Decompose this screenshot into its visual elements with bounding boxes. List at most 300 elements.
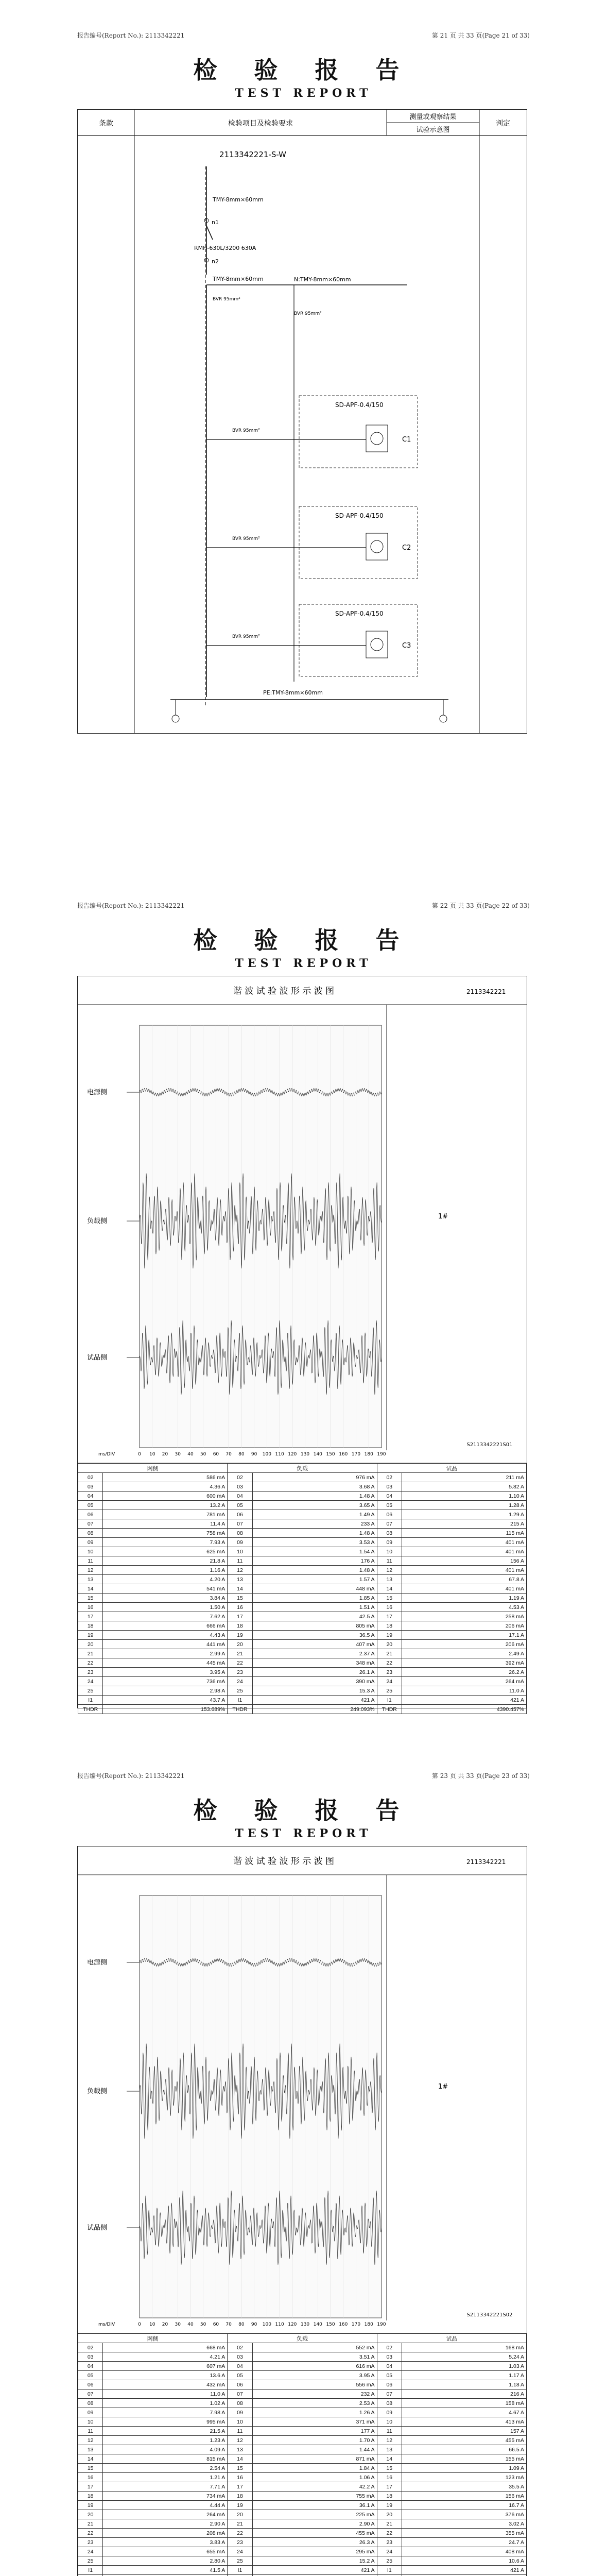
- table-cell: 2.49 A: [402, 1649, 527, 1658]
- harmonic-table: [78, 1463, 527, 1714]
- table-cell: 24: [78, 2547, 103, 2556]
- table-row: [78, 2482, 527, 2492]
- table-cell: I1: [228, 1696, 252, 1705]
- table-cell: 401 mA: [402, 1566, 527, 1575]
- table-row: [78, 2519, 527, 2529]
- table-cell: 04: [228, 2362, 252, 2371]
- table-cell: 3.95 A: [252, 2371, 377, 2380]
- x-tick-label: 60: [213, 2322, 219, 2327]
- table-cell: 04: [377, 2362, 402, 2371]
- x-tick-label: 90: [251, 1452, 257, 1457]
- table-cell: 11.4 A: [103, 1519, 228, 1529]
- table-cell: 225 mA: [252, 2510, 377, 2519]
- table-row: [78, 2380, 527, 2389]
- x-tick-label: 40: [187, 2322, 194, 2327]
- table-row: [78, 1686, 527, 1696]
- diagram-title: 2113342221-S-W: [219, 150, 287, 159]
- table-cell: 390 mA: [252, 1677, 377, 1686]
- table-cell: 232 A: [252, 2389, 377, 2399]
- plot-area: [140, 1895, 381, 2318]
- table-cell: 21: [377, 1649, 402, 1658]
- table-cell: 02: [228, 1473, 252, 1482]
- report-page-23: [0, 1740, 607, 2576]
- x-tick-label: 150: [326, 1452, 335, 1457]
- table-cell: 15.2 A: [252, 2556, 377, 2566]
- table-row: [78, 2510, 527, 2519]
- table-cell: 168 mA: [402, 2343, 527, 2352]
- sample-id: 2113342221: [466, 1858, 506, 1866]
- page-title: 检 验 报 告: [193, 926, 414, 954]
- cable-label-4: BVR 95mm²: [232, 536, 260, 541]
- table-cell: 432 mA: [103, 2380, 228, 2389]
- table-cell: 25: [377, 2556, 402, 2566]
- table-row: [78, 2454, 527, 2464]
- table-cell: 35.5 A: [402, 2482, 527, 2492]
- table-cell: 24: [228, 1677, 252, 1686]
- table-cell: 19: [78, 2501, 103, 2510]
- x-tick-label: 10: [149, 1452, 155, 1457]
- table-cell: 556 mA: [252, 2380, 377, 2389]
- table-cell: 23: [377, 2538, 402, 2547]
- marker-label: 1#: [438, 2083, 448, 2091]
- table-row: [78, 1696, 527, 1705]
- table-cell: 781 mA: [103, 1510, 228, 1519]
- channel-label: 试品侧: [87, 2224, 108, 2232]
- table-cell: 12: [78, 2436, 103, 2445]
- table-cell: 17: [377, 1612, 402, 1621]
- table-row: [78, 1621, 527, 1631]
- diagram-sheet: [77, 109, 527, 734]
- channel-label: 试品侧: [87, 1354, 108, 1362]
- table-cell: 03: [228, 1482, 252, 1492]
- table-cell: 14: [377, 1584, 402, 1594]
- table-cell: 25: [228, 1686, 252, 1696]
- page-number: 第 22 页 共 33 页(Page 22 of 33): [431, 902, 530, 909]
- x-tick-label: 160: [339, 2322, 348, 2327]
- page-subtitle: TEST REPORT: [235, 87, 372, 100]
- table-cell: 264 mA: [103, 2510, 228, 2519]
- table-cell: 16.7 A: [402, 2501, 527, 2510]
- table-cell: 158 mA: [402, 2399, 527, 2408]
- table-cell: 216 A: [402, 2389, 527, 2399]
- table-cell: 1.51 A: [252, 1603, 377, 1612]
- table-cell: 19: [377, 1631, 402, 1640]
- x-tick-label: 120: [288, 1452, 297, 1457]
- table-cell: 20: [228, 2510, 252, 2519]
- waveform-sheet: [77, 976, 527, 1713]
- node-n1: n1: [212, 219, 219, 226]
- table-cell: 421 A: [402, 2566, 527, 2575]
- table-cell: 3.51 A: [252, 2352, 377, 2362]
- table-cell: 02: [78, 1473, 103, 1482]
- table-cell: 12: [228, 1566, 252, 1575]
- table-cell: 24.7 A: [402, 2538, 527, 2547]
- table-cell: 25: [377, 1686, 402, 1696]
- table-cell: 13: [78, 2445, 103, 2454]
- table-cell: 19: [78, 1631, 103, 1640]
- table-cell: 08: [78, 1529, 103, 1538]
- table-cell: 21: [228, 1649, 252, 1658]
- table-cell: 1.44 A: [252, 2445, 377, 2454]
- table-cell: 22: [228, 1658, 252, 1668]
- table-cell: 13.6 A: [103, 2371, 228, 2380]
- compensator-unit-c2: [206, 506, 418, 579]
- table-cell: 3.95 A: [103, 1668, 228, 1677]
- table-row: [78, 2473, 527, 2482]
- table-row: [78, 1529, 527, 1538]
- table-cell: 3.02 A: [402, 2519, 527, 2529]
- table-cell: 445 mA: [103, 1658, 228, 1668]
- table-cell: 04: [78, 2362, 103, 2371]
- table-cell: 215 A: [402, 1519, 527, 1529]
- harmonic-table: [78, 2333, 527, 2576]
- x-tick-label: 0: [138, 2322, 141, 2327]
- table-cell: 206 mA: [402, 1621, 527, 1631]
- table-cell: 408 mA: [402, 2547, 527, 2556]
- table-header: 负载: [228, 1464, 377, 1473]
- table-row: [78, 1677, 527, 1686]
- table-cell: 22: [78, 1658, 103, 1668]
- table-cell: 10.6 A: [402, 2556, 527, 2566]
- table-cell: 21: [377, 2519, 402, 2529]
- table-cell: I1: [377, 1696, 402, 1705]
- table-cell: 4.44 A: [103, 2501, 228, 2510]
- page-subtitle: TEST REPORT: [235, 957, 372, 970]
- table-cell: 25: [78, 2556, 103, 2566]
- x-tick-label: 140: [313, 2322, 322, 2327]
- table-cell: 3.84 A: [103, 1594, 228, 1603]
- table-cell: 26.2 A: [402, 1668, 527, 1677]
- table-cell: 655 mA: [103, 2547, 228, 2556]
- n-bus-label: N:TMY-8mm×60mm: [294, 276, 351, 283]
- table-row: [78, 2362, 527, 2371]
- table-cell: 08: [377, 1529, 402, 1538]
- table-row: [78, 1492, 527, 1501]
- table-cell: 17: [228, 1612, 252, 1621]
- table-cell: 21.5 A: [103, 2427, 228, 2436]
- table-cell: 4.21 A: [103, 2352, 228, 2362]
- x-tick-label: 80: [238, 1452, 245, 1457]
- x-tick-label: 90: [251, 2322, 257, 2327]
- table-cell: 05: [78, 2371, 103, 2380]
- x-tick-label: 70: [226, 1452, 232, 1457]
- table-cell: 7.71 A: [103, 2482, 228, 2492]
- table-cell: 24: [78, 1677, 103, 1686]
- table-cell: 05: [377, 2371, 402, 2380]
- table-cell: 668 mA: [103, 2343, 228, 2352]
- table-cell: 08: [228, 1529, 252, 1538]
- node-n2: n2: [212, 258, 219, 265]
- unit-code-c2: C2: [402, 544, 411, 552]
- table-cell: 1.48 A: [252, 1529, 377, 1538]
- table-cell: 586 mA: [103, 1473, 228, 1482]
- table-header: 试品: [377, 1464, 526, 1473]
- table-cell: 1.26 A: [252, 2408, 377, 2417]
- table-cell: 18: [78, 2492, 103, 2501]
- table-row: [78, 2371, 527, 2380]
- table-cell: 607 mA: [103, 2362, 228, 2371]
- table-cell: 03: [78, 1482, 103, 1492]
- table-cell: 455 mA: [402, 2436, 527, 2445]
- table-cell: 17: [228, 2482, 252, 2492]
- x-tick-label: 50: [200, 2322, 206, 2327]
- table-cell: 1.28 A: [402, 1501, 527, 1510]
- table-cell: I1: [228, 2566, 252, 2575]
- x-tick-label: 10: [149, 2322, 155, 2327]
- channel-label: 负载侧: [87, 1217, 108, 1225]
- col-result-diagram: 试验示意图: [416, 126, 450, 134]
- table-cell: 10: [78, 2417, 103, 2427]
- table-cell: 16: [78, 2473, 103, 2482]
- table-cell: 13: [78, 1575, 103, 1584]
- table-cell: 1.23 A: [103, 2436, 228, 2445]
- report-no: 2113342221: [145, 902, 185, 909]
- table-cell: 10: [377, 1547, 402, 1556]
- table-cell: 208 mA: [103, 2529, 228, 2538]
- table-cell: 233 A: [252, 1519, 377, 1529]
- table-row: [78, 1603, 527, 1612]
- table-cell: 15: [228, 1594, 252, 1603]
- table-cell: 20: [78, 1640, 103, 1649]
- table-row: [78, 1631, 527, 1640]
- table-cell: 2.80 A: [103, 2556, 228, 2566]
- table-cell: THDR: [377, 1705, 402, 1714]
- table-cell: 11: [78, 1556, 103, 1566]
- table-cell: 67.8 A: [402, 1575, 527, 1584]
- table-row: [78, 2408, 527, 2417]
- x-tick-label: 130: [300, 1452, 310, 1457]
- table-cell: 22: [228, 2529, 252, 2538]
- table-cell: 758 mA: [103, 1529, 228, 1538]
- waveform-chart: [78, 1846, 527, 2362]
- table-cell: 157 A: [402, 2427, 527, 2436]
- x-tick-label: 150: [326, 2322, 335, 2327]
- table-header: 网侧: [78, 2334, 228, 2343]
- page-title: 检 验 报 告: [193, 1797, 414, 1824]
- table-row: [78, 2492, 527, 2501]
- table-cell: 413 mA: [402, 2417, 527, 2427]
- table-cell: 13: [377, 2445, 402, 2454]
- x-tick-label: 170: [351, 1452, 361, 1457]
- col-result: 测量或观察结果: [409, 113, 457, 121]
- table-cell: 19: [228, 1631, 252, 1640]
- table-cell: 04: [78, 1492, 103, 1501]
- report-page-22: [0, 870, 607, 1740]
- table-cell: 23: [228, 1668, 252, 1677]
- table-cell: 16: [228, 2473, 252, 2482]
- table-row: [78, 2343, 527, 2352]
- table-cell: 7.93 A: [103, 1538, 228, 1547]
- table-cell: 18: [228, 1621, 252, 1631]
- table-cell: 05: [78, 1501, 103, 1510]
- table-cell: 04: [228, 1492, 252, 1501]
- table-cell: 2.90 A: [103, 2519, 228, 2529]
- x-tick-label: 100: [262, 2322, 271, 2327]
- table-cell: I1: [78, 1696, 103, 1705]
- table-cell: 22: [78, 2529, 103, 2538]
- table-cell: 22: [377, 2529, 402, 2538]
- table-cell: 14: [78, 2454, 103, 2464]
- table-cell: 1.84 A: [252, 2464, 377, 2473]
- table-cell: 3.53 A: [252, 1538, 377, 1547]
- unit-code-c1: C1: [402, 436, 411, 444]
- table-cell: 177 A: [252, 2427, 377, 2436]
- wiring-diagram: [78, 110, 527, 733]
- table-cell: 24: [228, 2547, 252, 2556]
- table-cell: 36.1 A: [252, 2501, 377, 2510]
- x-tick-label: 20: [162, 1452, 168, 1457]
- table-cell: 1.57 A: [252, 1575, 377, 1584]
- unit-code-c3: C3: [402, 642, 411, 650]
- channel-label: 电源侧: [87, 1959, 108, 1967]
- table-cell: 1.21 A: [103, 2473, 228, 2482]
- report-no-label: 报告编号(Report No.):: [77, 32, 144, 39]
- waveform-chart: [78, 976, 527, 1492]
- table-cell: 12: [377, 2436, 402, 2445]
- table-cell: 1.16 A: [103, 1566, 228, 1575]
- table-cell: 25: [228, 2556, 252, 2566]
- table-row: [78, 1538, 527, 1547]
- table-cell: 995 mA: [103, 2417, 228, 2427]
- table-row: [78, 1612, 527, 1621]
- col-requirement: 检验项目及检验要求: [228, 120, 293, 128]
- table-cell: 19: [228, 2501, 252, 2510]
- table-cell: 2.99 A: [103, 1649, 228, 1658]
- table-cell: 23: [78, 1668, 103, 1677]
- table-cell: 15: [78, 1594, 103, 1603]
- table-cell: 206 mA: [402, 1640, 527, 1649]
- table-row: [78, 1510, 527, 1519]
- table-cell: 23: [377, 1668, 402, 1677]
- table-cell: 10: [228, 1547, 252, 1556]
- table-cell: I1: [78, 2566, 103, 2575]
- table-cell: 421 A: [252, 1696, 377, 1705]
- table-row: [78, 1705, 527, 1714]
- table-cell: 734 mA: [103, 2492, 228, 2501]
- table-cell: 05: [377, 1501, 402, 1510]
- marker-label: 1#: [438, 1213, 448, 1221]
- table-cell: 06: [228, 1510, 252, 1519]
- table-cell: 02: [377, 2343, 402, 2352]
- table-cell: 13.2 A: [103, 1501, 228, 1510]
- table-row: [78, 2529, 527, 2538]
- table-cell: 5.82 A: [402, 1482, 527, 1492]
- report-no: 2113342221: [145, 1772, 185, 1780]
- table-cell: 153.689%: [103, 1705, 228, 1714]
- plot-area: [140, 1025, 381, 1448]
- table-row: [78, 2352, 527, 2362]
- table-cell: 176 A: [252, 1556, 377, 1566]
- table-cell: 1.10 A: [402, 1492, 527, 1501]
- x-tick-label: 100: [262, 1452, 271, 1457]
- x-unit-label: ms/DIV: [98, 2322, 115, 2327]
- pe-bus-label: PE:TMY-8mm×60mm: [263, 689, 323, 696]
- table-cell: 17: [78, 1612, 103, 1621]
- image-code: S2113342221S02: [466, 2312, 513, 2318]
- table-cell: 08: [228, 2399, 252, 2408]
- table-cell: 12: [377, 1566, 402, 1575]
- table-cell: 15: [228, 2464, 252, 2473]
- table-cell: 600 mA: [103, 1492, 228, 1501]
- page-number: 第 23 页 共 33 页(Page 23 of 33): [431, 1772, 530, 1780]
- table-cell: 3.65 A: [252, 1501, 377, 1510]
- x-tick-label: 170: [351, 2322, 361, 2327]
- table-cell: 4.53 A: [402, 1603, 527, 1612]
- table-cell: 1.49 A: [252, 1510, 377, 1519]
- breaker-label: RMH-630L/3200 630A: [194, 245, 256, 251]
- page-number: 第 21 页 共 33 页(Page 21 of 33): [431, 32, 530, 39]
- table-cell: 1.06 A: [252, 2473, 377, 2482]
- table-cell: 10: [377, 2417, 402, 2427]
- table-cell: 05: [228, 1501, 252, 1510]
- x-tick-label: 160: [339, 1452, 348, 1457]
- table-cell: 10: [78, 1547, 103, 1556]
- table-cell: 11: [228, 2427, 252, 2436]
- bus-label-mid: TMY-8mm×60mm: [213, 276, 264, 282]
- table-cell: 17: [377, 2482, 402, 2492]
- table-cell: 5.24 A: [402, 2352, 527, 2362]
- compensator-unit-c1: [206, 396, 418, 468]
- table-cell: 1.03 A: [402, 2362, 527, 2371]
- table-cell: 23: [78, 2538, 103, 2547]
- table-cell: 1.02 A: [103, 2399, 228, 2408]
- table-row: [78, 2566, 527, 2575]
- table-cell: 13: [377, 1575, 402, 1584]
- table-cell: 12: [78, 1566, 103, 1575]
- unit-label-c1: SD-APF-0.4/150: [335, 401, 384, 409]
- table-cell: 392 mA: [402, 1658, 527, 1668]
- table-cell: 441 mA: [103, 1640, 228, 1649]
- table-cell: 07: [78, 1519, 103, 1529]
- waveform-title: 谐 波 试 验 波 形 示 波 图: [233, 986, 335, 996]
- table-row: [78, 1584, 527, 1594]
- table-cell: 1.17 A: [402, 2371, 527, 2380]
- table-cell: I1: [377, 2566, 402, 2575]
- table-cell: 448 mA: [252, 1584, 377, 1594]
- table-row: [78, 2445, 527, 2454]
- table-cell: 1.19 A: [402, 1594, 527, 1603]
- x-tick-label: 190: [377, 2322, 386, 2327]
- table-cell: 805 mA: [252, 1621, 377, 1631]
- page-subtitle: TEST REPORT: [235, 1827, 372, 1840]
- table-cell: 03: [228, 2352, 252, 2362]
- table-cell: 156 mA: [402, 2492, 527, 2501]
- table-cell: 15: [78, 2464, 103, 2473]
- table-cell: 15: [377, 2464, 402, 2473]
- table-row: [78, 2427, 527, 2436]
- table-cell: 552 mA: [252, 2343, 377, 2352]
- table-cell: 211 mA: [402, 1473, 527, 1482]
- table-cell: 376 mA: [402, 2510, 527, 2519]
- channel-label: 电源侧: [87, 1089, 108, 1096]
- table-cell: 1.48 A: [252, 1492, 377, 1501]
- table-cell: 26.3 A: [252, 2538, 377, 2547]
- table-row: [78, 2556, 527, 2566]
- table-cell: 41.5 A: [103, 2566, 228, 2575]
- table-cell: 755 mA: [252, 2492, 377, 2501]
- x-tick-label: 180: [364, 1452, 373, 1457]
- table-cell: THDR: [228, 1705, 252, 1714]
- table-cell: 355 mA: [402, 2529, 527, 2538]
- x-tick-label: 70: [226, 2322, 232, 2327]
- table-cell: 625 mA: [103, 1547, 228, 1556]
- table-cell: 616 mA: [252, 2362, 377, 2371]
- table-cell: 1.29 A: [402, 1510, 527, 1519]
- table-cell: 4.43 A: [103, 1631, 228, 1640]
- table-cell: 15.3 A: [252, 1686, 377, 1696]
- x-tick-label: 110: [275, 2322, 284, 2327]
- table-cell: 21: [78, 1649, 103, 1658]
